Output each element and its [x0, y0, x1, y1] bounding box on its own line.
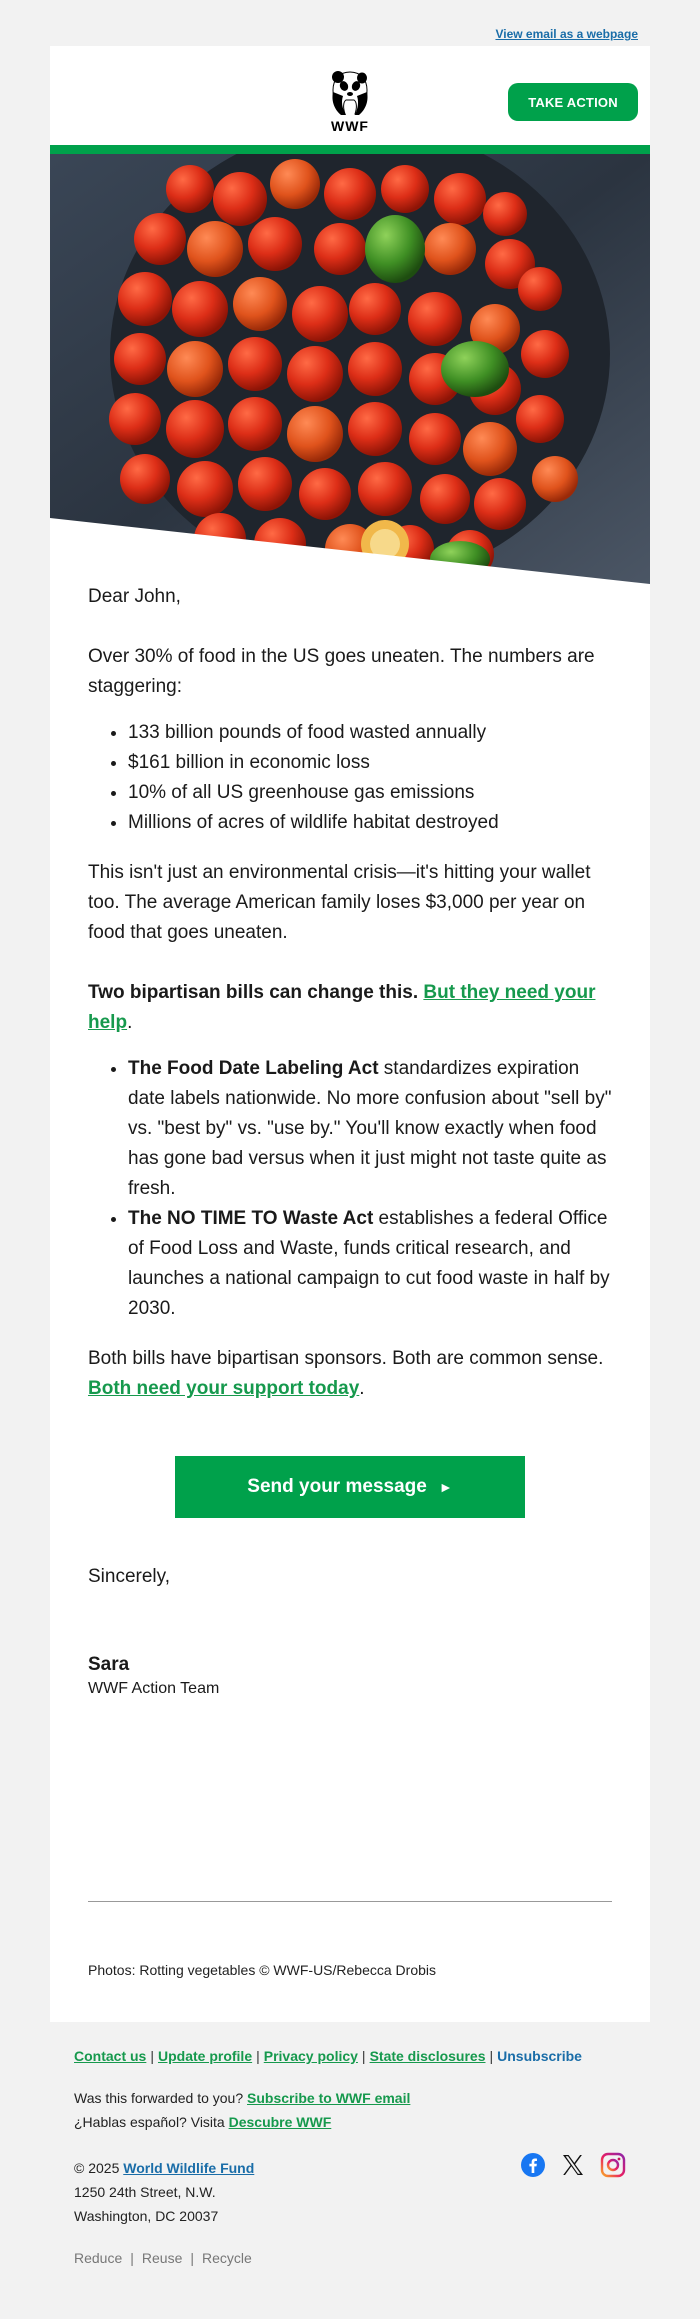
instagram-icon[interactable] — [600, 2152, 626, 2178]
link-separator: | — [150, 2048, 154, 2064]
support-paragraph — [88, 1344, 612, 1404]
descubre-wwf-link[interactable]: Descubre WWF — [228, 2114, 332, 2130]
stat-item: • Millions of acres of wildlife habitat destroyed — [128, 808, 612, 838]
wallet-paragraph: This isn't just an environmental crisis—it's hitting your wallet too. The average American family loses $3,000 per year on food that goes uneaten. — [88, 862, 591, 943]
tagline-word: Reduce — [74, 2250, 123, 2266]
stats-list — [88, 718, 612, 838]
bills-intro-end: . — [127, 1012, 133, 1033]
tagline-word: Reuse — [141, 2250, 183, 2266]
play-arrow-icon: ► — [438, 1479, 453, 1495]
hero-image — [50, 154, 650, 584]
closing: Sincerely, — [88, 1566, 171, 1587]
photo-credit: Photos: Rotting vegetables © WWF-US/Rebecca Drobis — [88, 1962, 437, 1978]
rotting-tomatoes-photo-icon — [50, 154, 650, 584]
bills-intro-bold: Two bipartisan bills can change this. — [88, 982, 419, 1003]
link-separator: | — [361, 2048, 366, 2064]
send-message-button[interactable] — [175, 1456, 525, 1518]
tagline-separator: | — [130, 2250, 134, 2266]
preheader — [0, 0, 700, 46]
bill-description: establishes a federal Office of Food Loss and Waste, funds critical research, and launches a national campaign to cut food waste in half by 2030. — [128, 1208, 610, 1319]
x-icon[interactable] — [560, 2152, 586, 2178]
subscribe-link[interactable]: Subscribe to WWF email — [247, 2090, 411, 2106]
link-separator: | — [256, 2048, 260, 2064]
bills-intro — [88, 978, 612, 1038]
social-icons — [520, 2152, 626, 2178]
need-help-link[interactable]: But they need your help — [88, 982, 596, 1033]
email-card — [50, 46, 650, 2022]
update-profile-link[interactable]: Update profile — [157, 2048, 253, 2064]
send-message-label: Send your message — [247, 1476, 427, 1497]
stat-item: • 133 billion pounds of food wasted annually — [128, 718, 612, 748]
spanish-text: ¿Hablas español? Visita — [74, 2114, 229, 2130]
facebook-icon[interactable] — [520, 2152, 546, 2178]
bill-item-food-date — [128, 1054, 612, 1204]
forwarded-text: Was this forwarded to you? — [74, 2090, 248, 2106]
cta-wrapper — [88, 1456, 612, 1518]
support-today-link[interactable]: Both need your support today — [88, 1378, 360, 1399]
bill-description: standardizes expiration date labels nationwide. No more confusion about "sell by" vs. "best by" vs. "use by." You'll know exactly when food has gone bad versus when it just might not taste quite as fresh. — [128, 1058, 612, 1199]
stat-item: • 10% of all US greenhouse gas emissions — [128, 778, 612, 808]
email-body — [50, 582, 650, 1700]
wwf-logo[interactable] — [325, 68, 375, 134]
panda-icon — [325, 68, 375, 118]
divider — [88, 1901, 612, 1902]
take-action-button[interactable]: TAKE ACTION — [508, 83, 638, 121]
wwf-org-link[interactable]: World Wildlife Fund — [123, 2160, 255, 2176]
view-as-webpage-link[interactable]: View email as a webpage — [495, 27, 638, 41]
email-header — [50, 46, 650, 154]
stat-item: • $161 billion in economic loss — [128, 748, 612, 778]
address-line: Washington, DC 20037 — [74, 2208, 219, 2224]
bills-list — [88, 1054, 612, 1324]
tagline-separator: | — [190, 2250, 195, 2266]
email-footer — [74, 2048, 626, 2266]
link-separator: | — [489, 2048, 494, 2064]
support-end: . — [359, 1378, 365, 1399]
logo-text: WWF — [331, 118, 369, 134]
bill-name: The NO TIME TO Waste Act — [128, 1208, 374, 1229]
signer-name: Sara — [88, 1654, 130, 1675]
copyright: © 2025 — [74, 2160, 124, 2176]
tagline-word: Recycle — [202, 2250, 252, 2266]
signer-team: WWF Action Team — [88, 1680, 220, 1697]
tagline — [74, 2250, 626, 2266]
contact-us-link[interactable]: Contact us — [74, 2048, 147, 2064]
forwarded-section — [74, 2086, 626, 2134]
support-text: Both bills have bipartisan sponsors. Both are common sense. — [88, 1348, 604, 1369]
footer-links — [74, 2048, 626, 2064]
bill-item-no-time-to-waste — [128, 1204, 612, 1324]
bill-name: The Food Date Labeling Act — [128, 1058, 379, 1079]
greeting: Dear John, — [88, 586, 181, 607]
address-line: 1250 24th Street, N.W. — [74, 2184, 216, 2200]
intro-paragraph: Over 30% of food in the US goes uneaten. The numbers are staggering: — [88, 646, 595, 697]
privacy-policy-link[interactable]: Privacy policy — [263, 2048, 358, 2064]
state-disclosures-link[interactable]: State disclosures — [369, 2048, 486, 2064]
unsubscribe-link[interactable]: Unsubscribe — [497, 2048, 582, 2064]
